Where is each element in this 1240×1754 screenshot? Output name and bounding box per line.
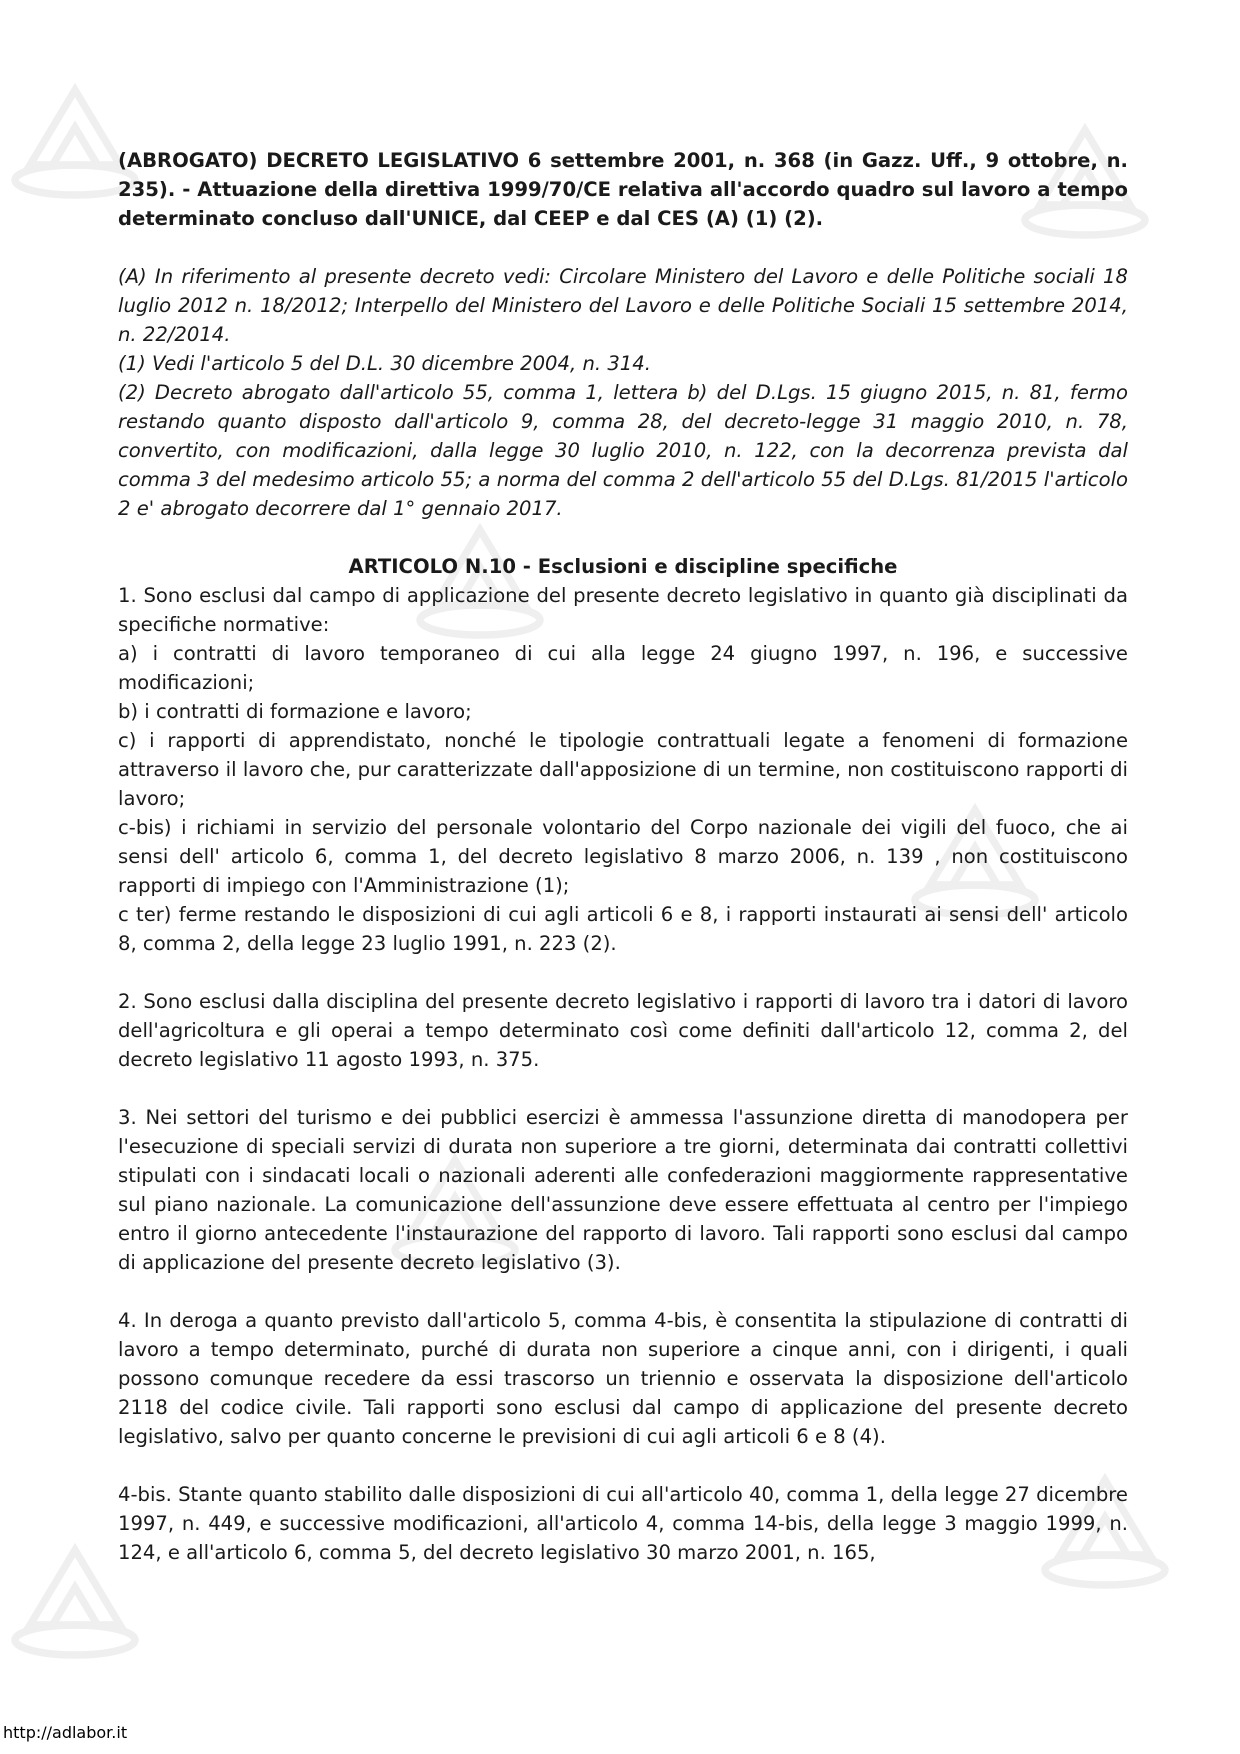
paragraph-2: 2. Sono esclusi dalla disciplina del presente decreto legislativo i rapporti di lavoro tra i datori di lavoro dell'agricoltura e gli operai a tempo determinato così come definiti dall'articolo 12, comma 2, del decreto legislativo 11 agosto 1993, n. 375. xyxy=(118,990,1128,1071)
item-c-ter: c ter) ferme restando le disposizioni di cui agli articoli 6 e 8, i rapporti instaurati ai sensi dell' articolo 8, comma 2, della legge 23 luglio 1991, n. 223 (2). xyxy=(118,903,1128,955)
document-page xyxy=(118,146,1128,1567)
document-title: (ABROGATO) DECRETO LEGISLATIVO 6 settembre 2001, n. 368 (in Gazz. Uff., 9 ottobre, n. 235). - Attuazione della direttiva 1999/70/CE relativa all'accordo quadro sul lavoro a tempo determinato concluso dall'UNICE, dal CEEP e dal CES (A) (1) (2). xyxy=(118,149,1128,230)
footer-url[interactable]: http://adlabor.it xyxy=(3,1723,128,1742)
note-1: (1) Vedi l'articolo 5 del D.L. 30 dicembre 2004, n. 314. xyxy=(118,352,651,375)
paragraph-3: 3. Nei settori del turismo e dei pubblici esercizi è ammessa l'assunzione diretta di manodopera per l'esecuzione di speciali servizi di durata non superiore a tre giorni, determinata dai contratti collettivi stipulati con i sindacati locali o nazionali aderenti alle confederazioni maggiormente rappresentative sul piano nazionale. La comunicazione dell'assunzione deve essere effettuata al centro per l'impiego entro il giorno antecedente l'instaurazione del rapporto di lavoro. Tali rapporti sono esclusi dal campo di applicazione del presente decreto legislativo (3). xyxy=(118,1106,1128,1274)
paragraph-1: 1. Sono esclusi dal campo di applicazione del presente decreto legislativo in quanto già disciplinati da specifiche normative: xyxy=(118,584,1128,636)
note-2: (2) Decreto abrogato dall'articolo 55, comma 1, lettera b) del D.Lgs. 15 giugno 2015, n. 81, fermo restando quanto disposto dall'articolo 9, comma 28, del decreto-legge 31 maggio 2010, n. 78, convertito, con modificazioni, dalla legge 30 luglio 2010, n. 122, con la decorrenza prevista dal comma 3 del medesimo articolo 55; a norma del comma 2 dell'articolo 55 del D.Lgs. 81/2015 l'articolo 2 e' abrogato decorrere dal 1° gennaio 2017. xyxy=(118,381,1128,520)
section-1 xyxy=(118,581,1128,958)
item-a: a) i contratti di lavoro temporaneo di cui alla legge 24 giugno 1997, n. 196, e successive modificazioni; xyxy=(118,642,1128,694)
item-b: b) i contratti di formazione e lavoro; xyxy=(118,700,472,723)
note-a: (A) In riferimento al presente decreto vedi: Circolare Ministero del Lavoro e delle Politiche sociali 18 luglio 2012 n. 18/2012; Interpello del Ministero del Lavoro e delle Politiche Sociali 15 settembre 2014, n. 22/2014. xyxy=(118,265,1128,346)
item-c-bis: c-bis) i richiami in servizio del personale volontario del Corpo nazionale dei vigili del fuoco, che ai sensi dell' articolo 6, comma 1, del decreto legislativo 8 marzo 2006, n. 139 , non costituiscono rapporti di impiego con l'Amministrazione (1); xyxy=(118,816,1128,897)
paragraph-4: 4. In deroga a quanto previsto dall'articolo 5, comma 4-bis, è consentita la stipulazione di contratti di lavoro a tempo determinato, purché di durata non superiore a cinque anni, con i dirigenti, i quali possono comunque recedere da essi trascorso un triennio e osservata la disposizione dell'articolo 2118 del codice civile. Tali rapporti sono esclusi dal campo di applicazione del presente decreto legislativo, salvo per quanto concerne le previsioni di cui agli articoli 6 e 8 (4). xyxy=(118,1309,1128,1448)
article-heading: ARTICOLO N.10 - Esclusioni e discipline specifiche xyxy=(348,555,898,578)
item-c: c) i rapporti di apprendistato, nonché le tipologie contrattuali legate a fenomeni di formazione attraverso il lavoro che, pur caratterizzate dall'apposizione di un termine, non costituiscono rapporti di lavoro; xyxy=(118,729,1128,810)
paragraph-4-bis: 4-bis. Stante quanto stabilito dalle disposizioni di cui all'articolo 40, comma 1, della legge 27 dicembre 1997, n. 449, e successive modificazioni, all'articolo 4, comma 14-bis, della legge 3 maggio 1999, n. 124, e all'articolo 6, comma 5, del decreto legislativo 30 marzo 2001, n. 165, xyxy=(118,1483,1128,1564)
document-notes xyxy=(118,262,1128,523)
